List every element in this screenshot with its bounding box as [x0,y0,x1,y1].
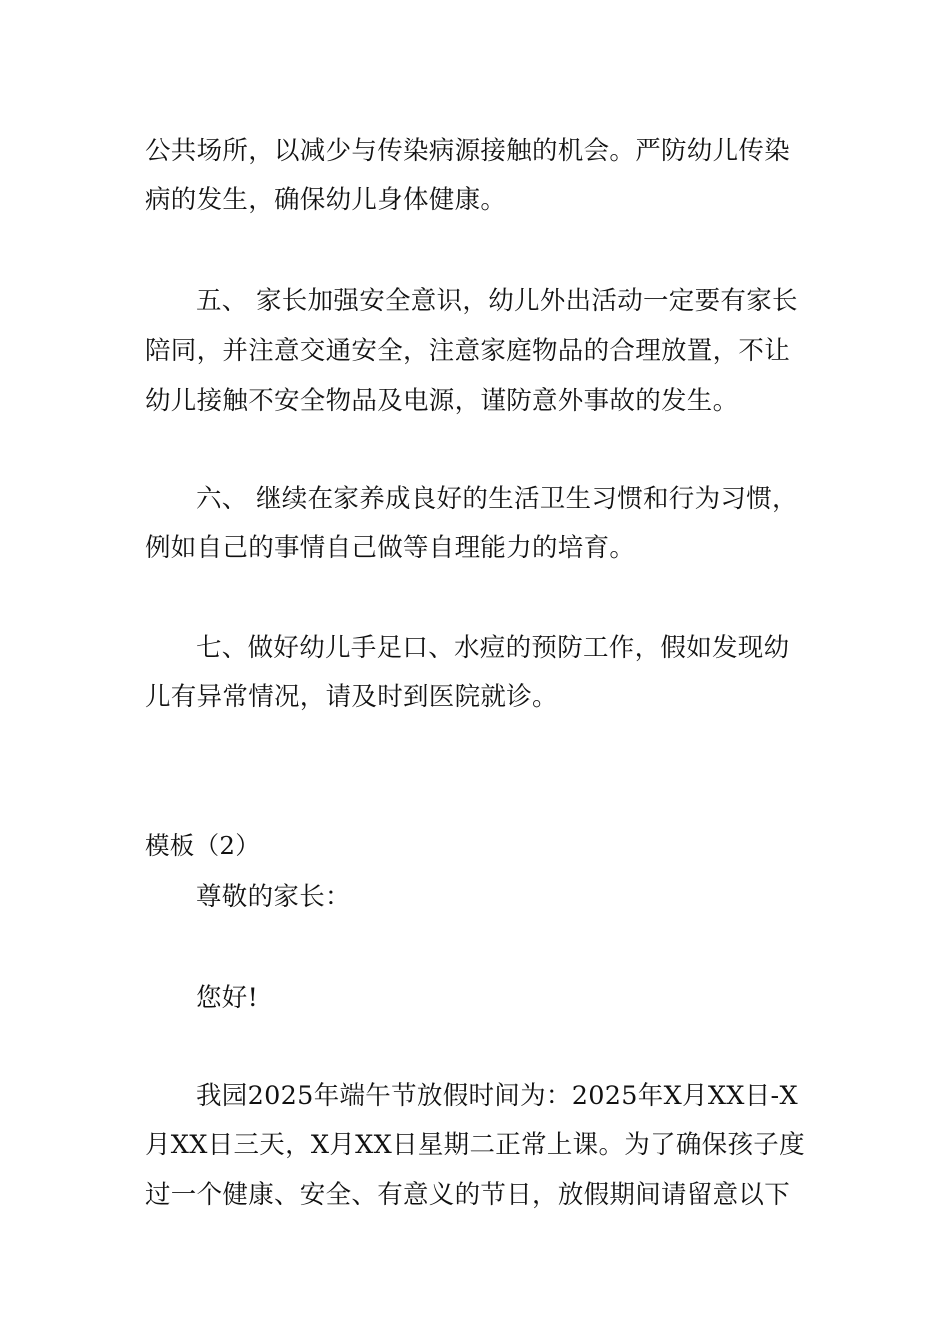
holiday-paragraph-line: 月XX日三天，X月XX日星期二正常上课。为了确保孩子度 [145,1130,805,1160]
salutation: 尊敬的家长： [196,882,351,912]
list-item-5-line: 五、 家长加强安全意识，幼儿外出活动一定要有家长 [196,286,798,316]
holiday-paragraph-line: 我园2025年端午节放假时间为：2025年X月XX日-X [196,1081,798,1111]
list-item-6-line: 六、 继续在家养成良好的生活卫生习惯和行为习惯， [196,484,798,514]
list-item-6-line: 例如自己的事情自己做等自理能力的培育。 [145,533,636,563]
list-item-7-line: 七、做好幼儿手足口、水痘的预防工作，假如发现幼 [196,633,790,663]
template-heading: 模板（2） [145,831,261,860]
holiday-paragraph-line: 过一个健康、安全、有意义的节日，放假期间请留意以下 [145,1180,791,1210]
greeting: 您好! [196,983,259,1013]
list-item-7-line: 儿有异常情况，请及时到医院就诊。 [145,682,558,712]
paragraph-line: 病的发生，确保幼儿身体健康。 [145,185,507,215]
paragraph-line: 公共场所，以减少与传染病源接触的机会。严防幼儿传染 [145,136,791,166]
list-item-5-line: 陪同，并注意交通安全，注意家庭物品的合理放置，不让 [145,336,791,366]
list-item-5-line: 幼儿接触不安全物品及电源，谨防意外事故的发生。 [145,386,739,416]
